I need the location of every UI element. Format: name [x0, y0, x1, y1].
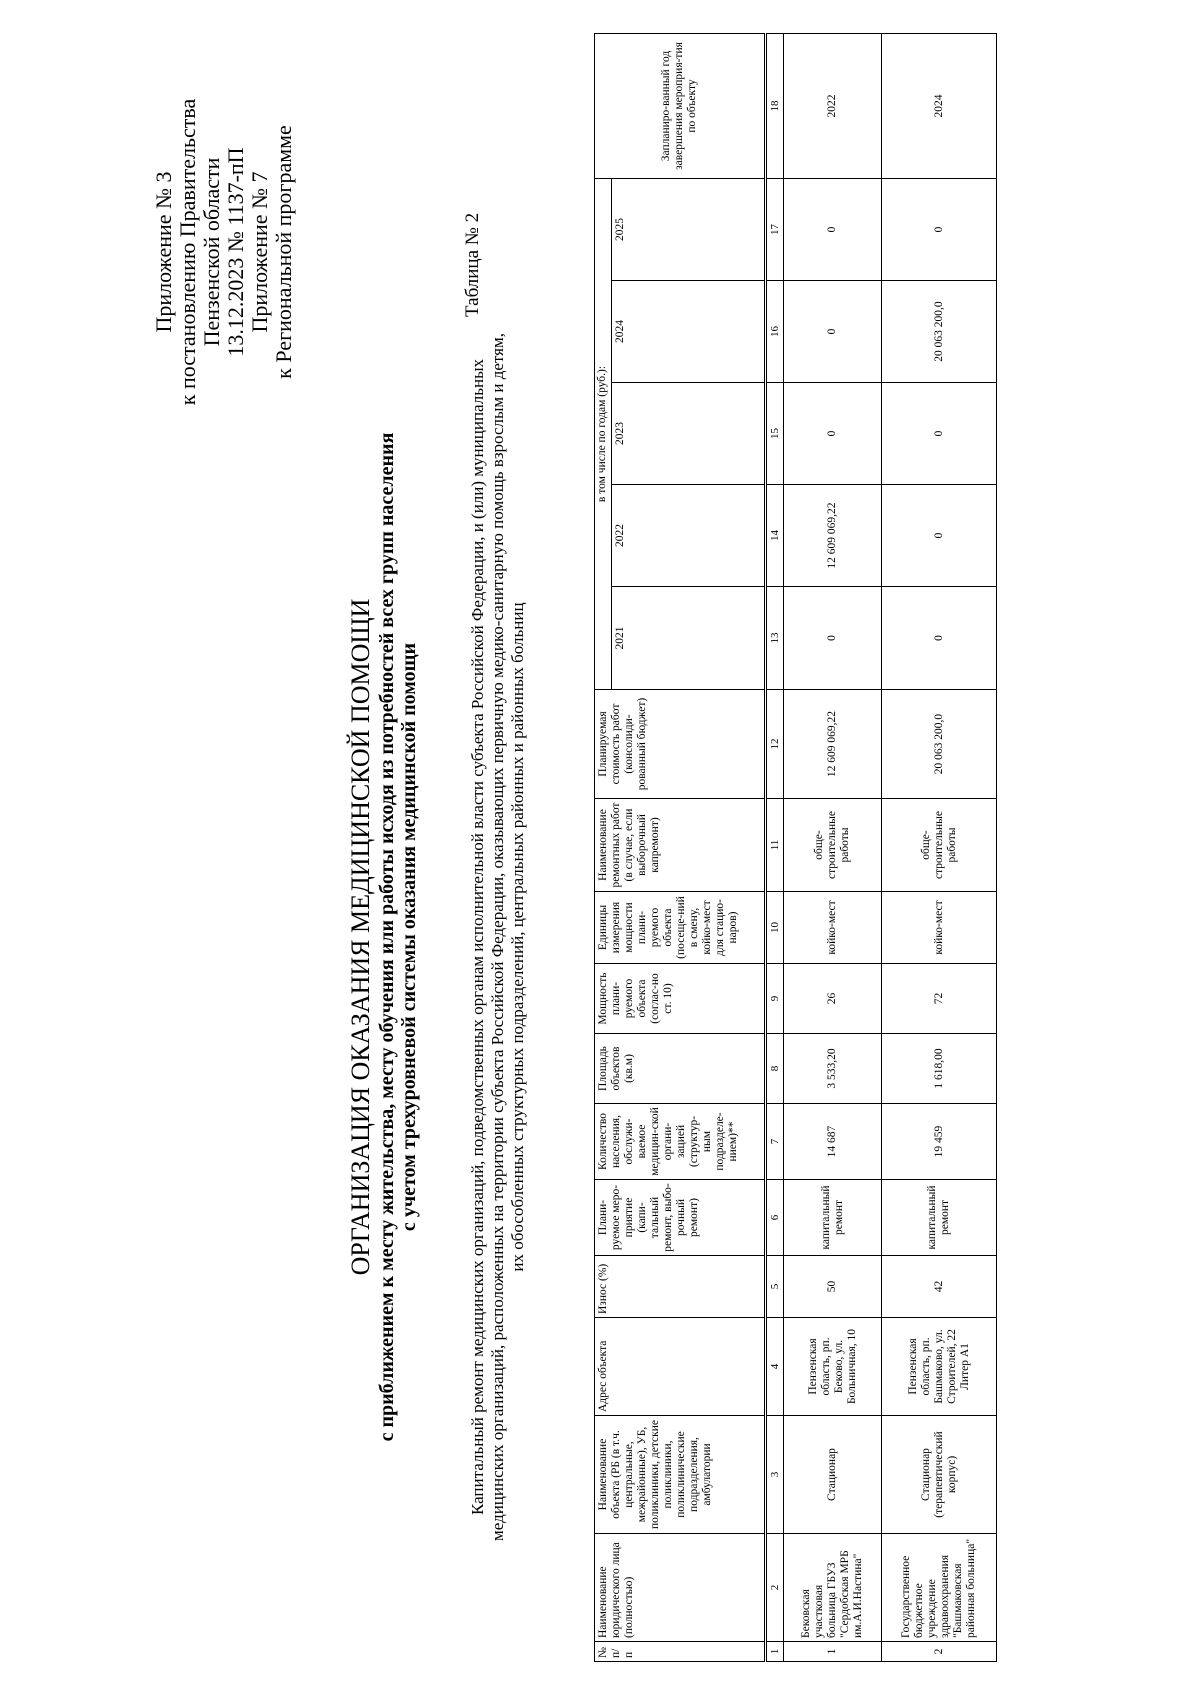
- table-label: Таблица № 2: [462, 212, 483, 317]
- cell-address: Пензенская область, рп. Башмаково, ул. Строителей, 22 Литер А1: [882, 1318, 997, 1416]
- column-number: 1: [766, 1642, 784, 1662]
- intro-text: [468, 177, 528, 1697]
- header-event: Плани-руемое меро-приятие (капи-тальный ремонт, выбо-рочный ремонт): [595, 1180, 766, 1256]
- header-cost: Планируемая стоимость работ (консолиди-рованный бюджет): [595, 690, 766, 799]
- column-number: 10: [766, 892, 784, 964]
- intro-line: Капитальный ремонт медицинских организаций, подведомственных органам исполнительной власти субъекта Российской Федерации, и (или) муниципальных: [468, 359, 487, 1515]
- column-number: 16: [766, 281, 784, 383]
- repair-table: [594, 33, 997, 1662]
- column-number: 7: [766, 1104, 784, 1180]
- cell-completion: 2024: [882, 34, 997, 179]
- cell-address: Пензенская область, рп. Беково, ул. Больничная, 10: [784, 1318, 882, 1416]
- column-number: 13: [766, 587, 784, 690]
- cell-year-2021: 0: [784, 587, 882, 690]
- cell-works: обще-строительные работы: [882, 799, 997, 892]
- cell-org: Бековская участковая больница ГБУЗ "Сердобская МРБ им.А.И.Настина": [784, 1534, 882, 1642]
- cell-area: 3 533,20: [784, 1034, 882, 1104]
- cell-year-2023: 0: [784, 383, 882, 485]
- header-wear: Износ (%): [595, 1256, 766, 1318]
- cell-capacity: 26: [784, 964, 882, 1034]
- column-number: 5: [766, 1256, 784, 1318]
- appendix-line: к постановлению Правительства: [175, 98, 200, 406]
- cell-object: Стационар: [784, 1416, 882, 1534]
- cell-works: обще-строительные работы: [784, 799, 882, 892]
- column-number: 6: [766, 1180, 784, 1256]
- cell-year-2022: 12 609 069,22: [784, 485, 882, 587]
- column-number: 9: [766, 964, 784, 1034]
- cell-org: Государственное бюджетное учреждение здравоохранения "Башмаковская районная больница": [882, 1534, 997, 1642]
- column-number-row: [766, 34, 784, 1662]
- header-year: 2024: [612, 281, 766, 383]
- intro-line: их обособленных структурных подразделений, центральных районных и районных больниц: [508, 602, 527, 1272]
- table-row: [784, 34, 882, 1662]
- header-year: 2022: [612, 485, 766, 587]
- header-works: Наименование ремонтных работ (в случае, если выборочный капремонт): [595, 799, 766, 892]
- header-num: № п/п: [595, 1642, 766, 1662]
- appendix-block: [152, 42, 296, 462]
- cell-capacity: 72: [882, 964, 997, 1034]
- column-number: 14: [766, 485, 784, 587]
- cell-completion: 2022: [784, 34, 882, 179]
- intro-line: медицинских организаций, расположенных на территории субъекта Российской Федерации, оказывающих первичную медико-санитарную помощь взрослым и детям,: [488, 332, 507, 1542]
- header-area: Площадь объектов (кв.м): [595, 1034, 766, 1104]
- cell-year-2024: 0: [784, 281, 882, 383]
- cell-year-2025: 0: [784, 179, 882, 281]
- column-number: 8: [766, 1034, 784, 1104]
- appendix-line: Пензенской области: [199, 157, 224, 347]
- column-number: 18: [766, 34, 784, 179]
- cell-num: 1: [784, 1642, 882, 1662]
- title-sub-1: с приближением к месту жительства, месту обучения или работы исходя из потребностей всех групп населения: [376, 432, 398, 1442]
- cell-units: койко-мест: [882, 892, 997, 964]
- cell-event: капитальный ремонт: [784, 1180, 882, 1256]
- header-year: 2021: [612, 587, 766, 690]
- cell-year-2025: 0: [882, 179, 997, 281]
- cell-year-2024: 20 063 200,0: [882, 281, 997, 383]
- cell-area: 1 618,00: [882, 1034, 997, 1104]
- column-number: 11: [766, 799, 784, 892]
- table-row: [882, 34, 997, 1662]
- header-completion: Запланиро-ванный год завершения мероприя-тия по объекту: [595, 34, 766, 179]
- header-year: 2023: [612, 383, 766, 485]
- cell-population: 19 459: [882, 1104, 997, 1180]
- cell-year-2022: 0: [882, 485, 997, 587]
- document-title: [346, 177, 420, 1697]
- cell-year-2021: 0: [882, 587, 997, 690]
- cell-wear: 42: [882, 1256, 997, 1318]
- header-object: Наименование объекта (РБ (в т.ч. центральные, межрайонные), УБ, поликлиники, детские поликлиники, поликлинические подразделения, амбулатории: [595, 1416, 766, 1534]
- column-number: 12: [766, 690, 784, 799]
- appendix-line: к Региональной программе: [271, 125, 296, 379]
- header-year: 2025: [612, 179, 766, 281]
- cell-cost: 12 609 069,22: [784, 690, 882, 799]
- column-number: 4: [766, 1318, 784, 1416]
- cell-units: койко-мест: [784, 892, 882, 964]
- appendix-line: 13.12.2023 № 1137-пП: [223, 147, 248, 357]
- column-number: 15: [766, 383, 784, 485]
- cell-num: 2: [882, 1642, 997, 1662]
- header-population: Количество населения, обслужи-ваемое медицин-ской органи-зацией (структур-ным подразделе-нием)**: [595, 1104, 766, 1180]
- cell-cost: 20 063 200,0: [882, 690, 997, 799]
- cell-object: Стационар (терапевтический корпус): [882, 1416, 997, 1534]
- header-by-years: в том числе по годам (руб.):: [595, 179, 612, 690]
- cell-event: капитальный ремонт: [882, 1180, 997, 1256]
- cell-wear: 50: [784, 1256, 882, 1318]
- header-capacity: Мощность плани-руемого объекта (соглас-но ст. 10): [595, 964, 766, 1034]
- appendix-line: Приложение № 7: [247, 171, 272, 333]
- column-number: 2: [766, 1534, 784, 1642]
- table-header-row: [595, 34, 612, 1662]
- title-main: ОРГАНИЗАЦИЯ ОКАЗАНИЯ МЕДИЦИНСКОЙ ПОМОЩИ: [346, 598, 375, 1276]
- title-sub-2: с учетом трехуровневой системы оказания медицинской помощи: [398, 642, 420, 1232]
- cell-year-2023: 0: [882, 383, 997, 485]
- appendix-line: Приложение № 3: [151, 171, 176, 333]
- cell-population: 14 687: [784, 1104, 882, 1180]
- column-number: 17: [766, 179, 784, 281]
- header-address: Адрес объекта: [595, 1318, 766, 1416]
- column-number: 3: [766, 1416, 784, 1534]
- header-org: Наименование юридического лица (полностью): [595, 1534, 766, 1642]
- header-units: Единицы измерения мощности плани-руемого объекта (посеще-ний в смену, койко-мест для стацио-наров): [595, 892, 766, 964]
